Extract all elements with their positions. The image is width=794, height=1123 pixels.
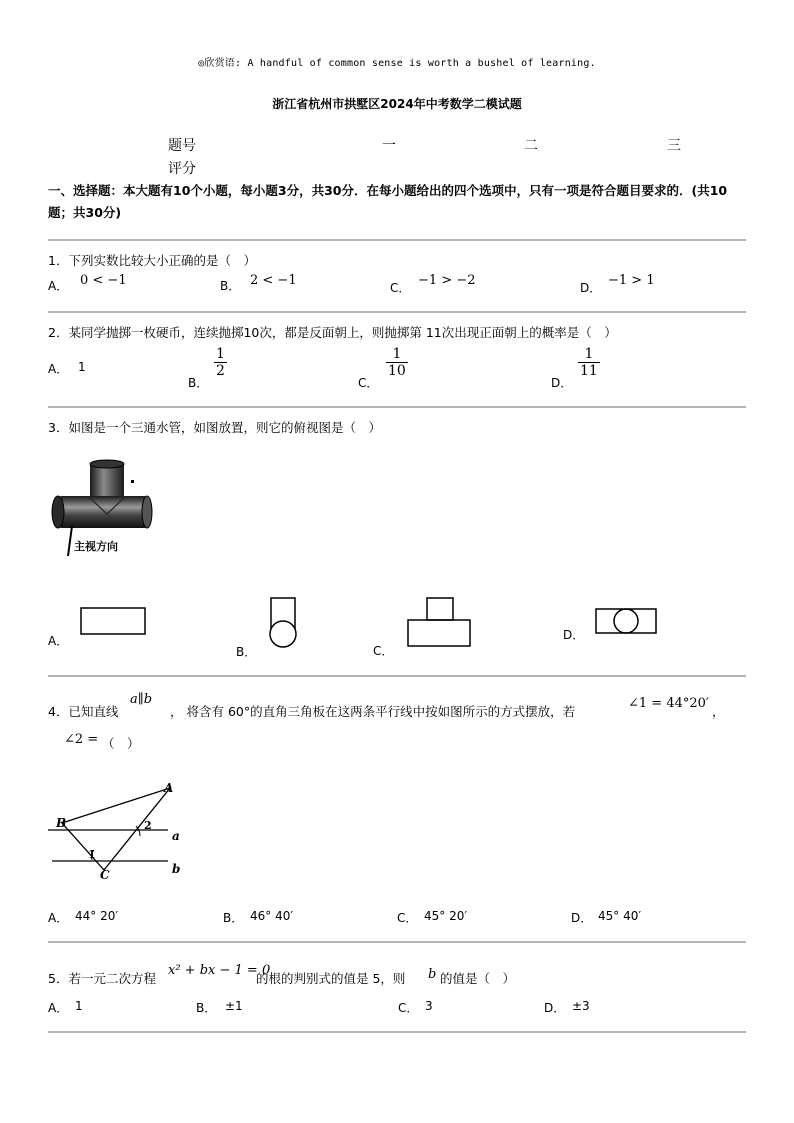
option-label: C．	[397, 911, 418, 925]
question-stem-part: （ ）	[102, 736, 140, 751]
question-stem-part: 4．已知直线	[48, 704, 119, 719]
question-stem: 2．某同学抛掷一枚硬币，连续抛掷10次，都是反面朝上，则抛掷第 11次出现正面朝上的概率是（ ）	[48, 325, 617, 340]
option-label: C．	[398, 1001, 419, 1015]
option-d-figure	[595, 607, 661, 637]
option-value: 44° 20′	[75, 909, 119, 923]
question-stem-math: ∠2 =	[64, 732, 99, 747]
score-col-3: 三	[667, 138, 681, 154]
fraction-denominator: 10	[388, 363, 406, 379]
option-b-figure	[268, 596, 302, 652]
option-label: A．	[48, 279, 69, 293]
fraction-denominator: 2	[216, 363, 225, 379]
option-value: 3	[425, 999, 433, 1013]
figure-label-b: b	[172, 862, 181, 876]
section-header: 一、选择题：本大题有10个小题，每小题3分，共30分．在每小题给出的四个选项中，只有一项是符合题目要求的．(共10题；共30分)	[48, 183, 728, 220]
score-col-1: 一	[382, 138, 396, 154]
fraction-numerator: 1	[386, 346, 408, 363]
option-value: 0 < −1	[80, 273, 127, 288]
option-value: 45° 40′	[598, 909, 642, 923]
option-label: B．	[223, 911, 244, 925]
option-label: D．	[571, 911, 593, 925]
option-label: D．	[551, 376, 573, 390]
option-label: A．	[48, 634, 69, 648]
option-a-figure	[80, 607, 150, 637]
question-stem-var: b	[428, 967, 437, 982]
option-label: C．	[358, 376, 379, 390]
divider	[48, 941, 746, 943]
question-stem-part: 5．若一元二次方程	[48, 971, 156, 986]
figure-label-B: B	[56, 816, 67, 830]
divider	[48, 311, 746, 313]
question-stem-part: 的根的判别式的值是 5，则	[256, 971, 406, 986]
option-value: ±1	[225, 999, 243, 1013]
question-stem: 1．下列实数比较大小正确的是（ ）	[48, 253, 256, 268]
figure-label-a: a	[172, 829, 180, 843]
option-fraction	[386, 346, 408, 379]
option-label: B．	[236, 645, 257, 659]
figure-label-angle-2: 2	[144, 819, 152, 832]
score-col-2: 二	[524, 138, 538, 154]
option-label: D．	[544, 1001, 566, 1015]
option-label: B．	[188, 376, 209, 390]
question-stem-part: ， 将含有 60°的直角三角板在这两条平行线中按如图所示的方式摆放，若	[170, 704, 576, 719]
score-row-label-number: 题号	[168, 138, 196, 154]
divider	[48, 239, 746, 241]
question-stem-math: a∥b	[130, 692, 153, 707]
option-label: C．	[373, 644, 394, 658]
option-label: D．	[563, 628, 585, 642]
option-value: −1 > −2	[418, 273, 476, 288]
option-c-figure	[406, 596, 476, 648]
divider	[48, 675, 746, 677]
divider	[48, 1031, 746, 1033]
question-stem-part: ，	[712, 704, 725, 719]
option-label: A．	[48, 1001, 69, 1015]
option-value: −1 > 1	[608, 273, 655, 288]
figure-label-A: A	[164, 781, 174, 795]
question-stem-math: ∠1 = 44°20′	[628, 696, 709, 711]
option-label: A．	[48, 362, 69, 376]
fraction-numerator: 1	[578, 346, 600, 363]
option-value: 1	[78, 360, 86, 374]
option-value: 45° 20′	[424, 909, 468, 923]
question-stem-part: 的值是（ ）	[440, 971, 516, 986]
figure-label-C: C	[100, 868, 110, 882]
option-label: B．	[220, 279, 241, 293]
question-stem: 3．如图是一个三通水管，如图放置，则它的俯视图是（ ）	[48, 420, 381, 435]
fraction-denominator: 11	[580, 363, 598, 379]
option-fraction	[578, 346, 600, 379]
question-stem-math: x² + bx − 1 = 0	[168, 963, 271, 978]
figure-caption: 主视方向	[74, 540, 118, 553]
fraction-numerator: 1	[216, 346, 225, 362]
option-label: D．	[580, 281, 602, 295]
option-value: 2 < −1	[250, 273, 297, 288]
divider	[48, 406, 746, 408]
motto-line: ◎欣赏语: A handful of common sense is worth a bushel of learning.	[198, 58, 596, 69]
option-value: ±3	[572, 999, 590, 1013]
option-value: 1	[75, 999, 83, 1013]
score-row-label-score: 评分	[168, 161, 196, 177]
option-label: C．	[390, 281, 411, 295]
option-value: 46° 40′	[250, 909, 294, 923]
option-label: B．	[196, 1001, 217, 1015]
option-label: A．	[48, 911, 69, 925]
figure-label-angle-1: 1	[88, 848, 96, 861]
option-fraction	[214, 346, 227, 379]
page-title: 浙江省杭州市拱墅区2024年中考数学二模试题	[272, 97, 522, 111]
